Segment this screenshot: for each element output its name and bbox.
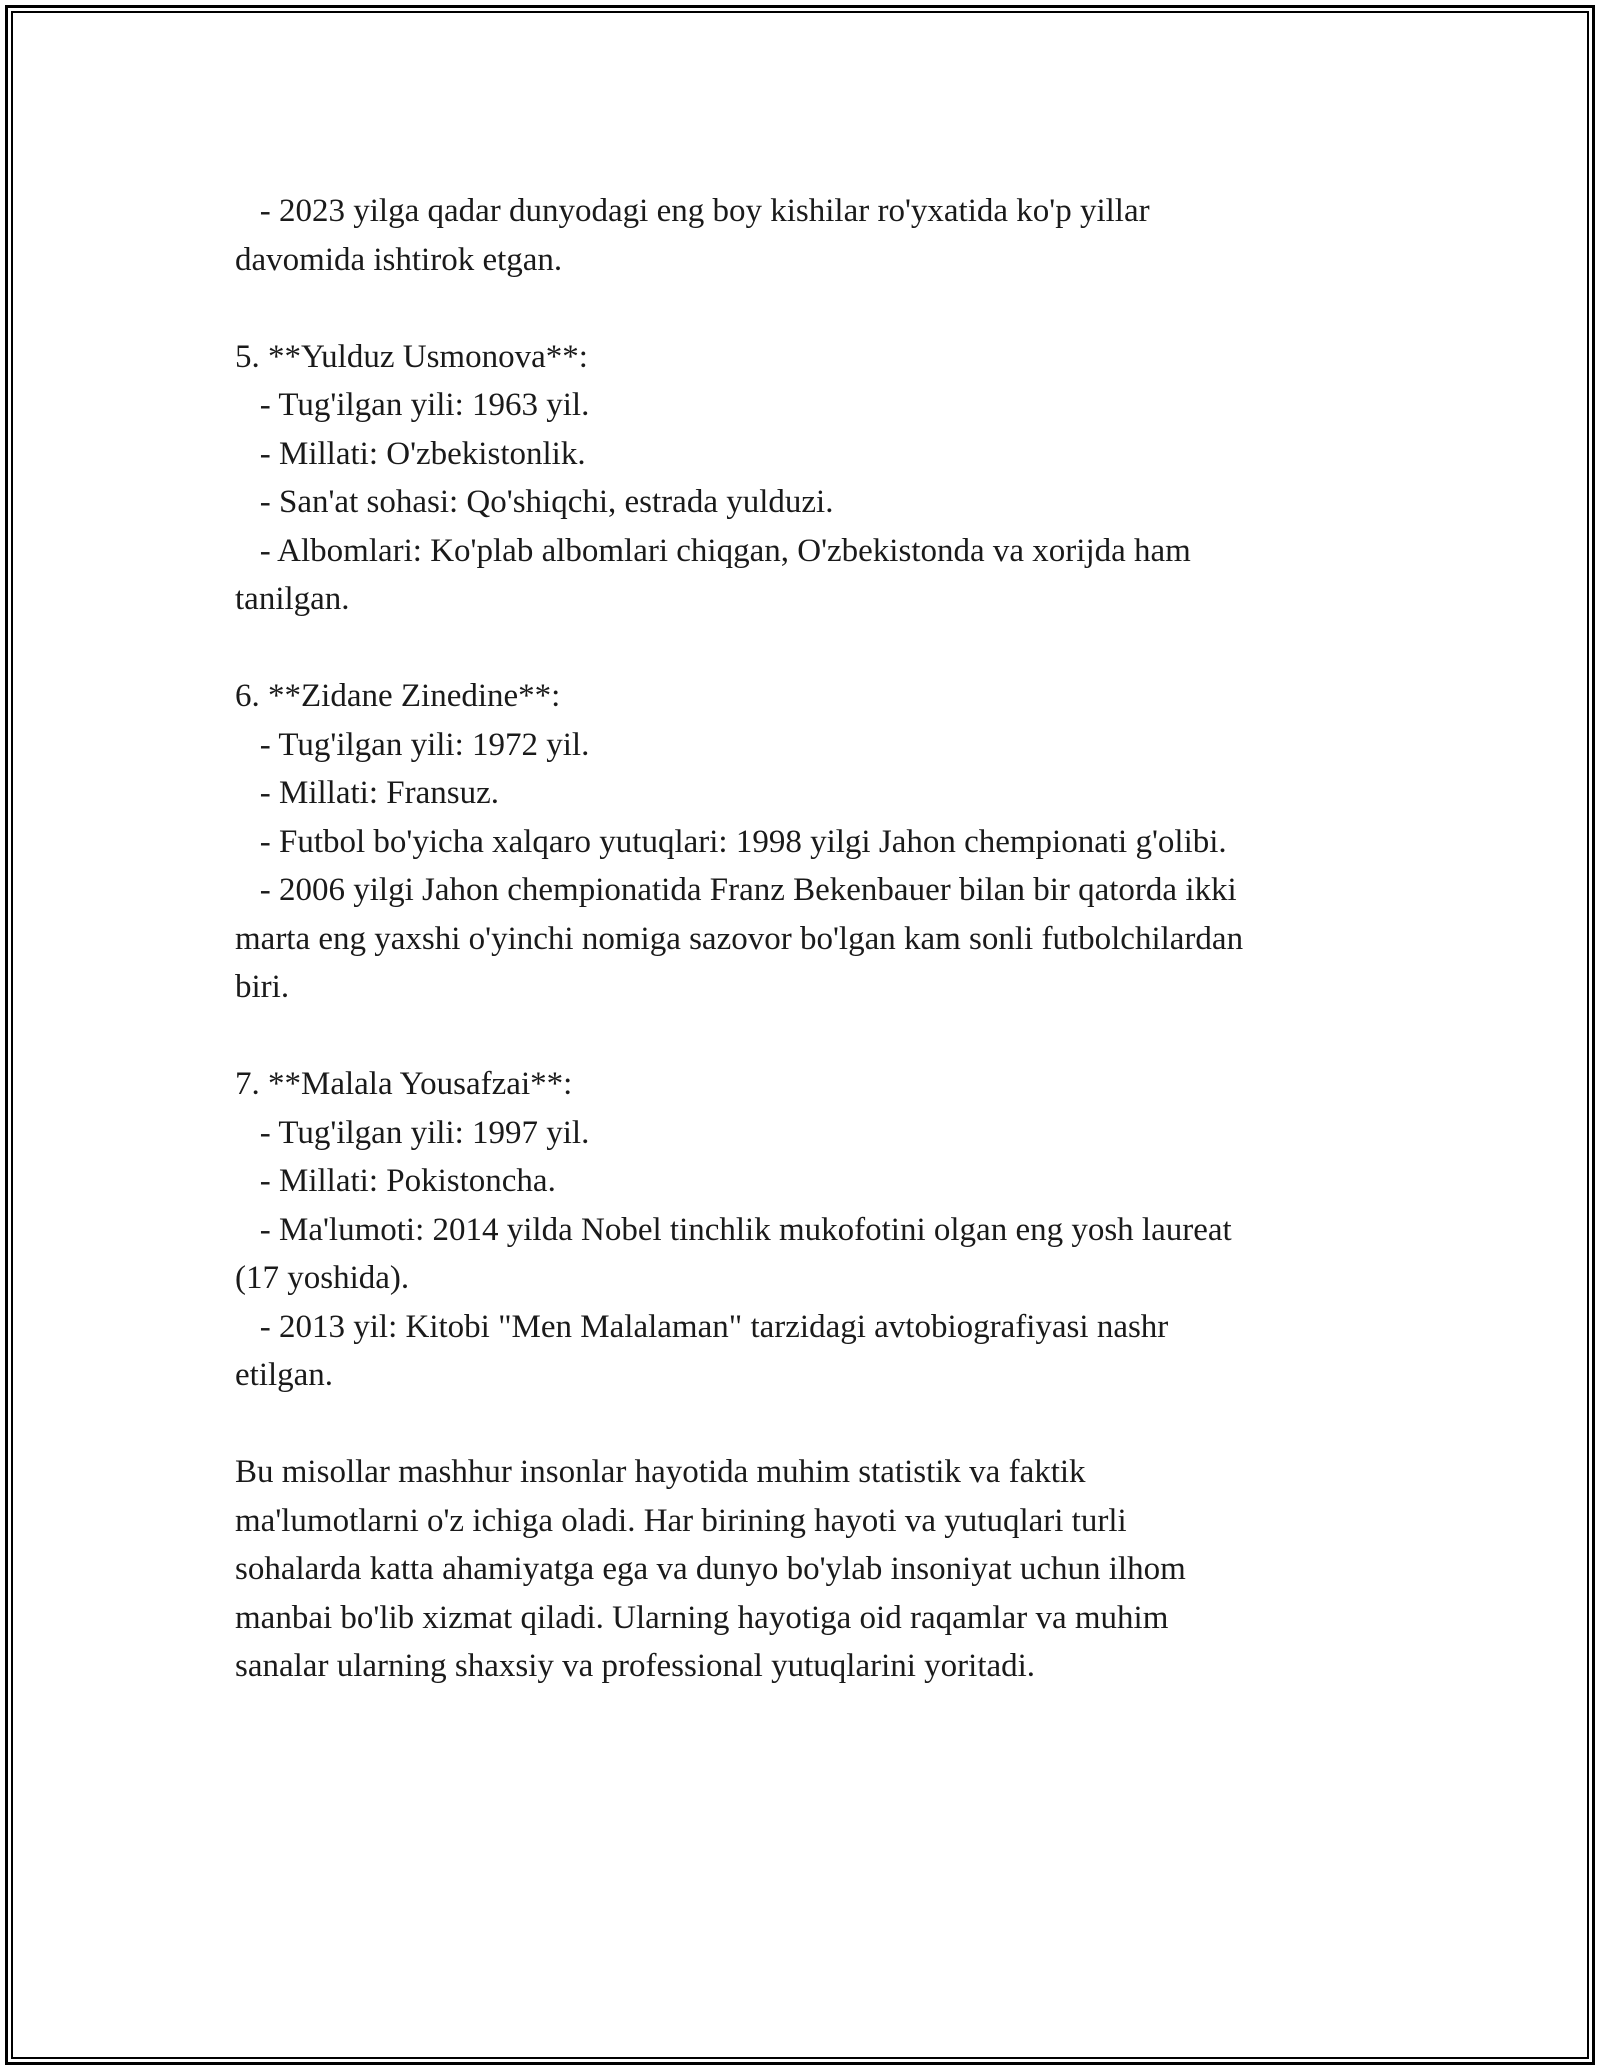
text-line: - San'at sohasi: Qo'shiqchi, estrada yulduzi. <box>235 484 834 520</box>
paragraph-gap <box>235 1400 1375 1449</box>
list-item-malala-yousafzai <box>235 1060 1375 1400</box>
text-line: - Millati: O'zbekistonlik. <box>235 435 586 472</box>
paragraph-gap <box>235 284 1375 333</box>
conclusion-paragraph <box>235 1448 1375 1691</box>
list-item-heading: 6. **Zidane Zinedine**: <box>235 678 561 714</box>
text-line: marta eng yaxshi o'yinchi nomiga sazovor bo'lgan kam sonli futbolchilardan <box>235 920 1244 957</box>
text-line: - Ma'lumoti: 2014 yilda Nobel tinchlik mukofotini olgan eng yosh laureat <box>235 1211 1232 1248</box>
text-line: biri. <box>235 969 290 1005</box>
text-line: ma'lumotlarni o'z ichiga oladi. Har birining hayoti va yutuqlari turli <box>235 1502 1127 1539</box>
text-line: - Albomlari: Ko'plab albomlari chiqgan, O'zbekistonda va xorijda ham <box>235 532 1191 569</box>
text-line: manbai bo'lib xizmat qiladi. Ularning hayotiga oid raqamlar va muhim <box>235 1599 1169 1636</box>
text-line: - Futbol bo'yicha xalqaro yutuqlari: 1998 yilgi Jahon chempionati g'olibi. <box>235 823 1227 860</box>
text-line: - 2013 yil: Kitobi "Men Malalaman" tarzidagi avtobiografiyasi nashr <box>235 1308 1169 1345</box>
list-item-zidane-zinedine <box>235 672 1375 1012</box>
text-line: (17 yoshida). <box>235 1260 410 1296</box>
text-line: davomida ishtirok etgan. <box>235 241 563 278</box>
text-line: etilgan. <box>235 1357 334 1393</box>
text-line: tanilgan. <box>235 581 350 617</box>
text-line: - Tug'ilgan yili: 1963 yil. <box>235 387 590 423</box>
list-item-heading: 5. **Yulduz Usmonova**: <box>235 338 588 375</box>
text-line: - Millati: Pokistoncha. <box>235 1163 556 1199</box>
text-line: sanalar ularning shaxsiy va professional yutuqlarini yoritadi. <box>235 1648 1036 1684</box>
paragraph-gap <box>235 1012 1375 1061</box>
text-line: - Tug'ilgan yili: 1997 yil. <box>235 1114 590 1151</box>
list-item-heading: 7. **Malala Yousafzai**: <box>235 1066 573 1102</box>
text-line: sohalarda katta ahamiyatga ega va dunyo bo'ylab insoniyat uchun ilhom <box>235 1551 1186 1587</box>
text-line: - 2006 yilgi Jahon chempionatida Franz Bekenbauer bilan bir qatorda ikki <box>235 872 1237 908</box>
document-body <box>235 187 1375 1691</box>
intro-item <box>235 187 1375 284</box>
text-line: - Tug'ilgan yili: 1972 yil. <box>235 726 590 763</box>
text-line: - Millati: Fransuz. <box>235 775 499 811</box>
paragraph-gap <box>235 624 1375 673</box>
text-line: - 2023 yilga qadar dunyodagi eng boy kishilar ro'yxatida ko'p yillar <box>235 193 1150 229</box>
text-line: Bu misollar mashhur insonlar hayotida muhim statistik va faktik <box>235 1454 1086 1490</box>
list-item-yulduz-usmonova <box>235 333 1375 624</box>
